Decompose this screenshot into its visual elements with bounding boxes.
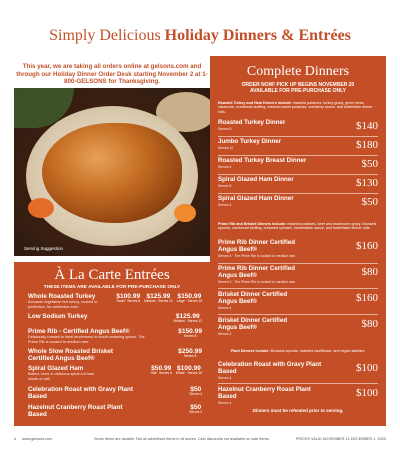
page-title: Simply Delicious Holiday Dinners & Entrées bbox=[49, 27, 351, 44]
menu-item: Whole Slow Roasted Brisket Certified Angus Beef® $250.99 Serves 8 bbox=[28, 348, 202, 362]
intro-text: This year, we are taking all orders online at gelsons.com and through our Holiday Dinner Order Desk starting November 2 at 1-800-GELSONS for Thanksgiving. bbox=[16, 63, 208, 85]
dinner-item: Spiral Glazed Ham Dinner Serves 4 $50 bbox=[218, 195, 378, 208]
dinner-item: Spiral Glazed Ham Dinner Serves 8 $130 bbox=[218, 176, 378, 189]
turkey-photo bbox=[14, 88, 210, 256]
reheat-note: Dinners must be reheated prior to serving. bbox=[252, 408, 344, 413]
footer-url[interactable]: www.gelsons.com bbox=[22, 437, 53, 441]
photo-caption: Serving Suggestion bbox=[24, 246, 64, 251]
dinner-item: Jumbo Turkey Dinner Serves 12 $180 bbox=[218, 138, 378, 151]
dinner-item: Prime Rib Dinner Certified Angus Beef® Serves 4 · The Prime Rib is cooked to medium rare. $160 bbox=[218, 239, 378, 258]
menu-item: Celebration Roast with Gravy Plant Based $50 Serves 4 bbox=[28, 386, 202, 400]
menu-item: Spiral Glazed Ham Baked, bone-in delicious spiral cut ham whole or half. $50.99 Half · Serves 8 $100.99 Whole · Serves 16 bbox=[28, 365, 202, 381]
turkey-includes: Roasted Turkey and Ham Dinners include: mashed potatoes, turkey gravy, green bean casserole, cornbread stuffing, mashed sweet potatoes, cranberry sauce, and butterflake dinner rolls. bbox=[218, 101, 373, 114]
menu-item: Low Sodium Turkey $125.99 Medium · Serves 12 bbox=[28, 313, 202, 323]
complete-dinners-section bbox=[210, 56, 386, 426]
alacarte-subtitle: THESE ITEMS ARE AVAILABLE FOR PRE-PURCHASE ONLY bbox=[43, 285, 181, 290]
footer-valid-dates: PRICES VALID NOVEMBER 11-DECEMBER 1, 2020 bbox=[295, 437, 386, 441]
footer-disclaimer: Some items are taxable. Not all advertised items in all stores. Club discounts not available on sale items. bbox=[94, 437, 270, 441]
footer bbox=[14, 437, 386, 445]
menu-item: Hazelnut Cranberry Roast Plant Based $50 Serves 4 bbox=[28, 404, 202, 418]
alacarte-section bbox=[14, 262, 210, 426]
alacarte-title: À La Carte Entrées bbox=[54, 267, 170, 283]
dinner-item: Roasted Turkey Dinner Serves 8 $140 bbox=[218, 119, 378, 132]
dinner-item: Hazelnut Cranberry Roast Plant Based Serves 4 $100 bbox=[218, 386, 378, 405]
dinner-item: Brisket Dinner Certified Angus Beef® Serves 4 $160 bbox=[218, 291, 378, 310]
plant-includes: Plant Dinners include: Brussels sprouts, mashed cauliflower, and vegan kabbies. bbox=[230, 349, 366, 353]
complete-subtitle: ORDER NOW! PICK UP BEGINS NOVEMBER 20 AVAILABLE FOR PRE-PURCHASE ONLY bbox=[241, 82, 355, 95]
dinner-item: Celebration Roast with Gravy Plant Based Serves 4 $100 bbox=[218, 361, 378, 380]
dinner-item: Brisket Dinner Certified Angus Beef® Serves 2 $80 bbox=[218, 317, 378, 336]
dinner-item: Prime Rib Dinner Certified Angus Beef® Serves 2 · The Prime Rib is cooked to medium rare. $80 bbox=[218, 265, 378, 284]
dinner-item: Roasted Turkey Breast Dinner Serves 4 $50 bbox=[218, 157, 378, 170]
menu-item: Whole Roasted Turkey Avocado vegetarian fed turkey, cooked to perfection. No antibiotics ever. $100.99 Small · Serves 8 $125.99 Medium · Serves 12 $150.99 Large · Serves 16 bbox=[28, 293, 202, 309]
menu-item: Prime Rib - Certified Angus Beef® Deliciously roasted to ideal tenderness in mouth-watering spices. The Prime Rib is cooked to medium rare. $150.99 Serves 8 bbox=[28, 328, 202, 344]
beef-includes: Prime Rib and Brisket Dinners include: mashed potatoes, beef and mushroom gravy, Brussels sprouts, cornbread stuffing, creamed spinach, horseradish sauce, and butterflake dinner rolls. bbox=[218, 222, 377, 231]
complete-title: Complete Dinners bbox=[246, 64, 350, 79]
page-number: 4 bbox=[14, 437, 17, 441]
